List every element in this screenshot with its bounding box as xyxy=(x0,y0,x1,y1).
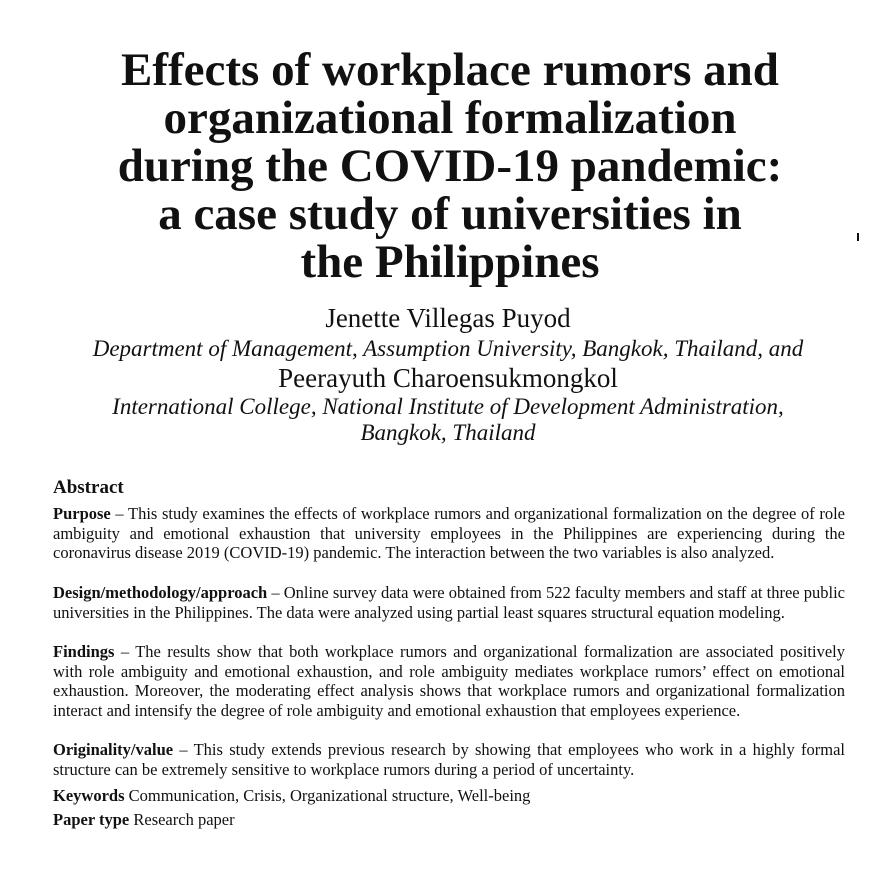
paper-type-text: Research paper xyxy=(129,810,235,829)
section-text: – Online survey data were obtained from 522 faculty members and staff at three public universities in the Philippines. The data were analyzed using partial least squares structural equation modeling. xyxy=(53,583,845,622)
abstract-findings xyxy=(53,642,845,720)
paper-title xyxy=(40,46,860,286)
section-label: Purpose xyxy=(53,504,111,523)
keywords xyxy=(53,786,845,806)
affiliation-line: International College, National Institute of Development Administration, xyxy=(112,394,784,419)
abstract-design xyxy=(53,583,845,622)
abstract-originality xyxy=(53,740,845,779)
author-affiliation-1 xyxy=(0,336,870,362)
section-text: – The results show that both workplace rumors and organizational formalization are associated positively with role ambiguity and emotional exhaustion, and role ambiguity mediates workplace rumors’ effect on emotional exhaustion. Moreover, the moderating effect analysis shows that workplace rumors and organizational formalization interact and intensify the degree of role ambiguity and emotional exhaustion that employees experience. xyxy=(53,642,845,720)
keywords-text: Communication, Crisis, Organizational structure, Well-being xyxy=(124,786,531,805)
margin-mark xyxy=(857,233,859,241)
keywords-label: Keywords xyxy=(53,786,125,805)
title-line: a case study of universities in xyxy=(158,188,742,240)
section-text: – This study extends previous research by showing that employees who work in a highly formal structure can be extremely sensitive to workplace rumors during a period of uncertainty. xyxy=(53,740,845,779)
author-name-2: Peerayuth Charoensukmongkol xyxy=(278,363,618,393)
affiliation-line: Bangkok, Thailand xyxy=(360,420,536,445)
title-line: organizational formalization xyxy=(163,92,737,144)
title-line: Effects of workplace rumors and xyxy=(121,44,779,96)
abstract-heading: Abstract xyxy=(53,477,124,498)
abstract-purpose xyxy=(53,504,845,563)
section-label: Design/methodology/approach xyxy=(53,583,268,602)
paper-type-label: Paper type xyxy=(53,810,130,829)
title-line: during the COVID-19 pandemic: xyxy=(117,140,783,192)
paper-type xyxy=(53,810,845,830)
title-line: the Philippines xyxy=(300,236,600,288)
affiliation-line: Department of Management, Assumption University, Bangkok, Thailand, and xyxy=(92,336,804,361)
section-text: – This study examines the effects of workplace rumors and organizational formalization on the degree of role ambiguity and emotional exhaustion that university employees in the Philippines are experiencing during the coronavirus disease 2019 (COVID-19) pandemic. The interaction between the two variables is also analyzed. xyxy=(53,504,845,562)
section-label: Originality/value xyxy=(53,740,174,759)
author-name-1: Jenette Villegas Puyod xyxy=(325,303,571,333)
author-affiliation-2 xyxy=(0,394,870,446)
section-label: Findings xyxy=(53,642,115,661)
